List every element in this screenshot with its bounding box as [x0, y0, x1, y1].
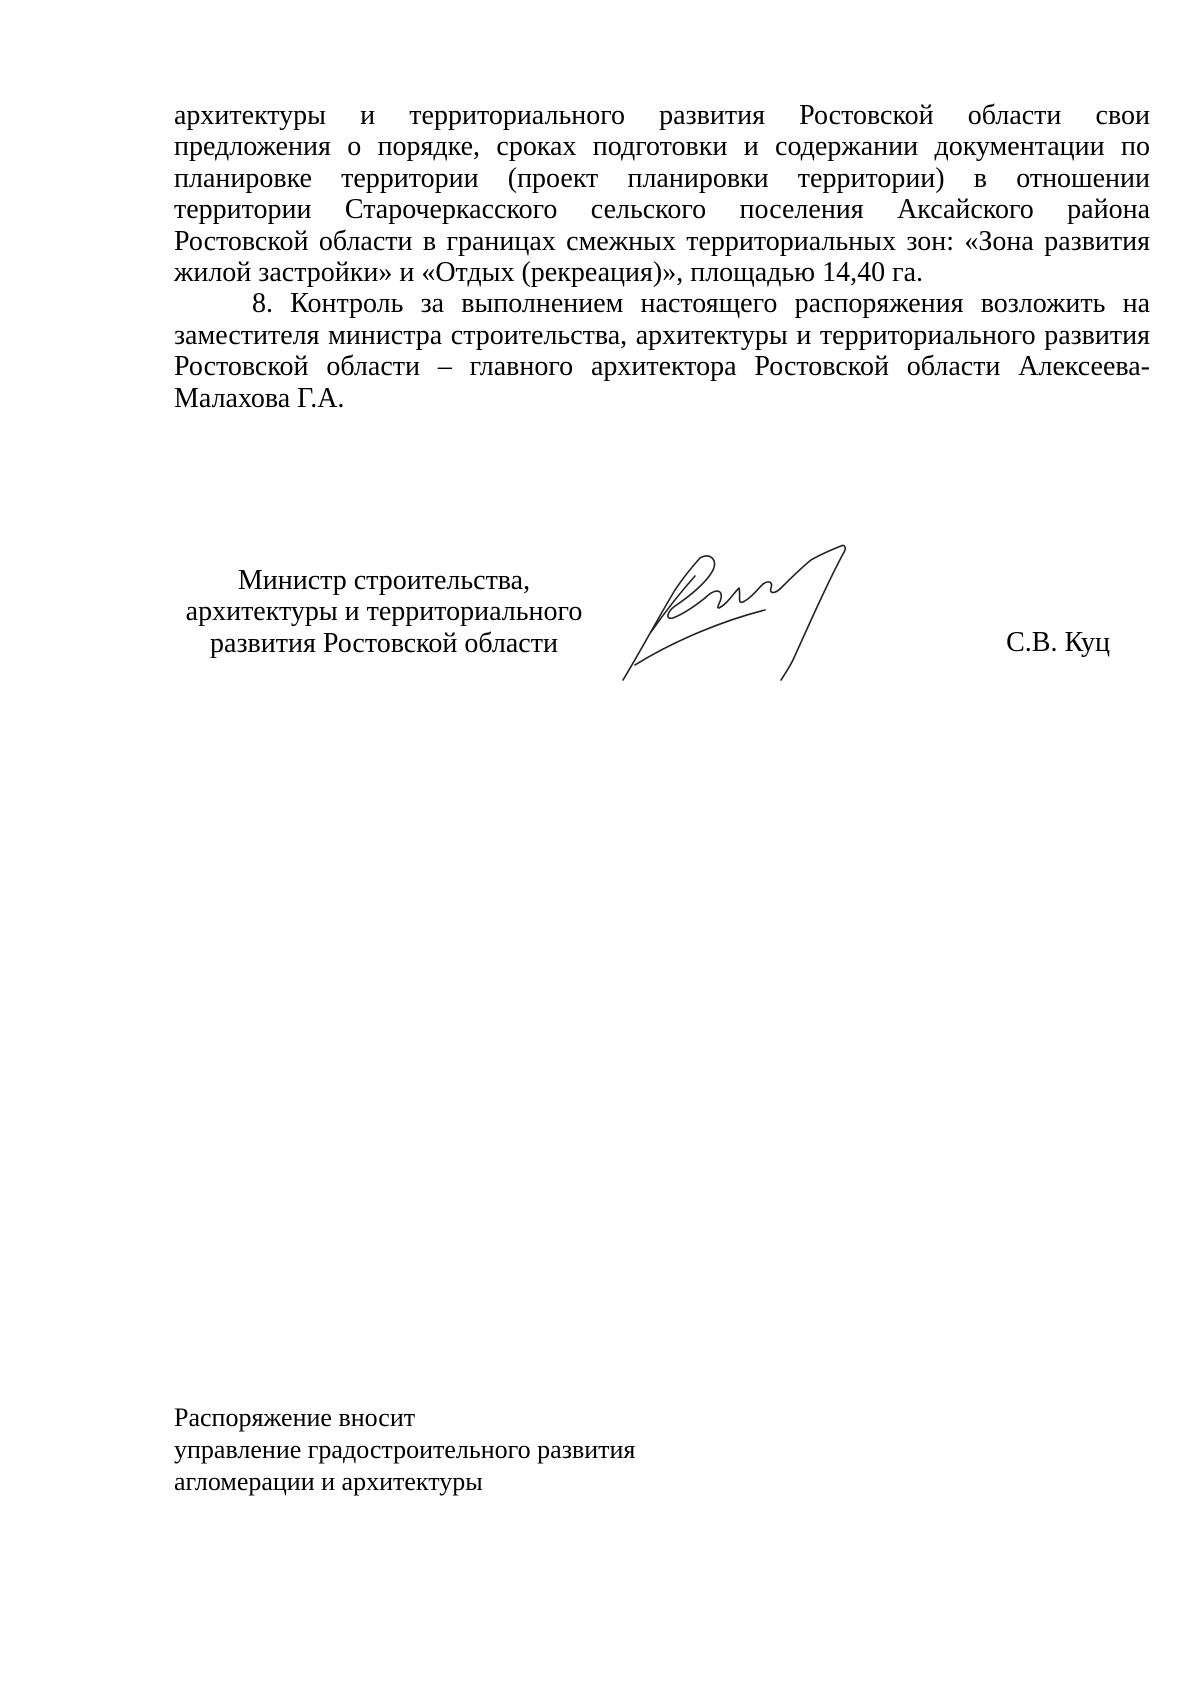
paragraph-continuation: архитектуры и территориального развития Ростовской области свои предложения о порядке, сроках подготовки и содержании документации по планировке территории (проект планировки территории) в отношении территории Старочеркасского сельского поселения Аксайского района Ростовской области в границах смежных территориальных зон: «Зона развития жилой застройки» и «Отдых (рекреация)», площадью 14,40 га. [174, 100, 1150, 289]
signatory-name: С.В. Куц [1006, 627, 1110, 658]
document-footer [174, 1402, 874, 1498]
footer-line: агломерации и архитектуры [174, 1467, 483, 1496]
footer-line: управление градостроительного развития [174, 1435, 636, 1464]
handwritten-signature [615, 540, 875, 690]
document-body [174, 100, 1150, 414]
signatory-title-line: архитектуры и территориального [185, 596, 583, 628]
signatory-title-line: развития Ростовской области [210, 627, 558, 659]
signatory-title-line: Министр строительства, [237, 565, 531, 596]
signatory-title [174, 565, 594, 659]
paragraph-item-8: 8. Контроль за выполнением настоящего распоряжения возложить на заместителя министра строительства, архитектуры и территориального развития Ростовской области – главного архитектора Ростовской области Алексеева-Малахова Г.А. [174, 288, 1150, 414]
footer-line: Распоряжение вносит [174, 1403, 416, 1432]
